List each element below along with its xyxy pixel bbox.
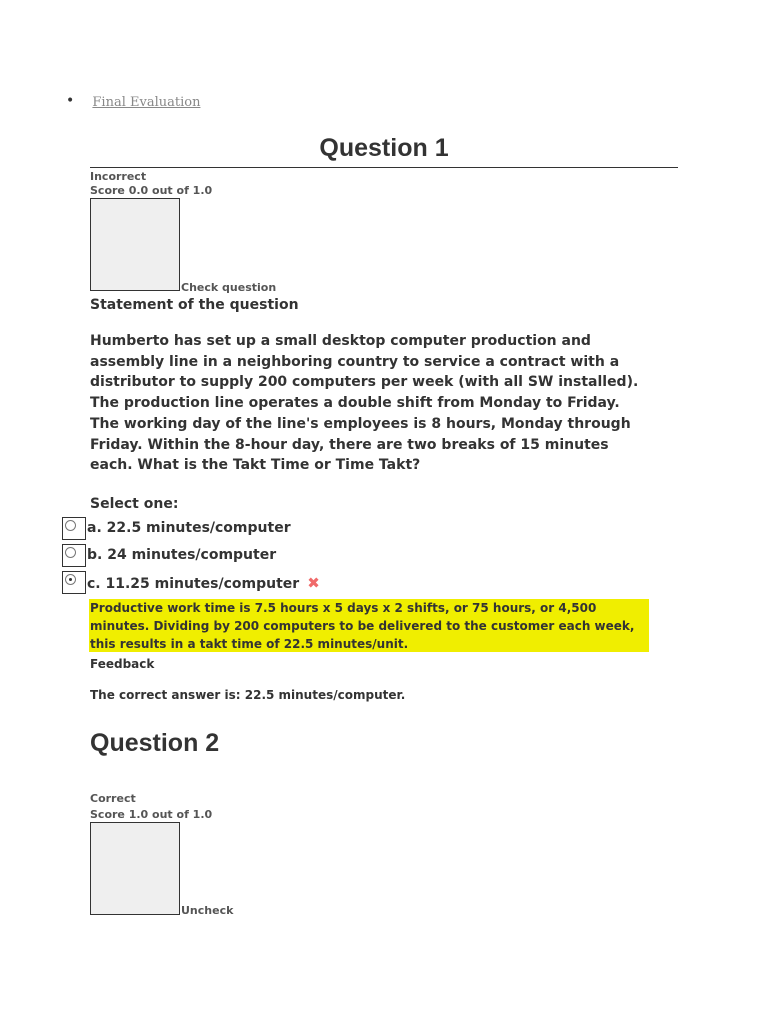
option-b[interactable] [62,544,462,568]
feedback-explanation: Productive work time is 7.5 hours x 5 days x 2 shifts, or 75 hours, or 4,500 minutes. Dividing by 200 computers to be delivered to the customer each week, this results in a takt time of 22.5 minutes/unit. [90,601,635,651]
question-2-state: Correct [90,792,136,805]
question-2-flag-label[interactable]: Uncheck [181,904,234,917]
option-b-radio[interactable] [62,544,86,567]
option-a-radio[interactable] [62,517,86,540]
option-c[interactable] [62,571,462,595]
question-1-state: Incorrect [90,170,147,183]
statement-heading: Statement of the question [90,297,299,313]
question-1-flag-label[interactable]: Check question [181,281,277,294]
question-1-score: Score 0.0 out of 1.0 [90,184,213,197]
radio-circle-icon [65,520,76,531]
question-2-score: Score 1.0 out of 1.0 [90,808,213,821]
breadcrumb-item [66,94,200,110]
title-divider [90,167,678,168]
question-1-text: Humberto has set up a small desktop computer production and assembly line in a neighboring country to service a contract with a distributor to supply 200 computers per week (with all SW installed). The production line operates a double shift from Monday to Friday. The working day of the line's employees is 8 hours, Monday through Friday. Within the 8-hour day, there are two breaks of 15 minutes each. What is the Takt Time or Time Takt? [90,333,639,474]
option-c-label[interactable]: c. 11.25 minutes/computer [87,576,300,592]
question-2-flag-image[interactable] [90,822,180,915]
option-a-label[interactable]: a. 22.5 minutes/computer [87,520,291,536]
breadcrumb-link-final-evaluation[interactable]: Final Evaluation [92,95,201,110]
incorrect-icon: ✖ [307,574,320,592]
breadcrumb [66,94,200,110]
option-b-label[interactable]: b. 24 minutes/computer [87,547,277,563]
radio-selected-icon [65,574,76,585]
option-c-radio[interactable] [62,571,86,594]
question-1-flag-image[interactable] [90,198,180,291]
option-a[interactable] [62,517,462,541]
question-1-title: Question 1 [319,134,449,162]
radio-circle-icon [65,547,76,558]
question-2-title: Question 2 [90,729,220,757]
select-one-prompt: Select one: [90,496,179,512]
feedback-label: Feedback [90,657,155,671]
correct-answer: The correct answer is: 22.5 minutes/computer. [90,688,406,702]
option-c-label-wrap[interactable] [87,574,320,592]
